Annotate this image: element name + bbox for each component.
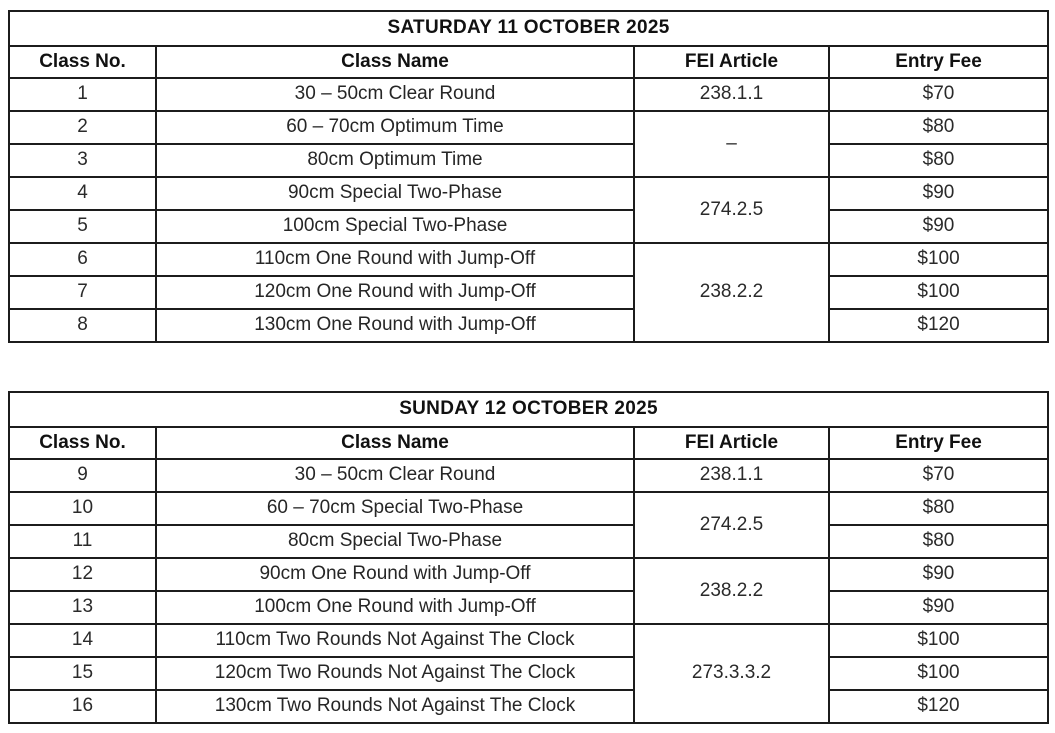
table-title: SUNDAY 12 OCTOBER 2025	[9, 392, 1048, 427]
fei-article-cell: 274.2.5	[634, 177, 829, 243]
entry-fee-cell: $70	[829, 459, 1048, 492]
class-name-cell: 110cm Two Rounds Not Against The Clock	[156, 624, 634, 657]
class-no-cell: 15	[9, 657, 156, 690]
class-no-cell: 16	[9, 690, 156, 723]
fei-article-header: FEI Article	[634, 427, 829, 459]
class-no-cell: 4	[9, 177, 156, 210]
class-no-cell: 7	[9, 276, 156, 309]
table-row	[9, 78, 1048, 111]
saturday-schedule-table	[8, 10, 1049, 343]
entry-fee-cell: $70	[829, 78, 1048, 111]
class-no-cell: 1	[9, 78, 156, 111]
class-name-cell: 120cm One Round with Jump-Off	[156, 276, 634, 309]
class-name-cell: 60 – 70cm Special Two-Phase	[156, 492, 634, 525]
class-name-cell: 130cm One Round with Jump-Off	[156, 309, 634, 342]
class-name-cell: 30 – 50cm Clear Round	[156, 78, 634, 111]
entry-fee-cell: $100	[829, 657, 1048, 690]
class-no-cell: 9	[9, 459, 156, 492]
entry-fee-cell: $90	[829, 177, 1048, 210]
table-header-row	[9, 427, 1048, 459]
table-row	[9, 690, 1048, 723]
fei-article-cell: –	[634, 111, 829, 177]
entry-fee-cell: $100	[829, 624, 1048, 657]
fei-article-cell: 238.2.2	[634, 243, 829, 342]
class-name-cell: 80cm Special Two-Phase	[156, 525, 634, 558]
table-row	[9, 492, 1048, 525]
class-name-header: Class Name	[156, 427, 634, 459]
entry-fee-header: Entry Fee	[829, 46, 1048, 78]
class-no-cell: 8	[9, 309, 156, 342]
table-row	[9, 525, 1048, 558]
class-no-cell: 2	[9, 111, 156, 144]
table-title-row	[9, 392, 1048, 427]
class-name-cell: 110cm One Round with Jump-Off	[156, 243, 634, 276]
entry-fee-cell: $80	[829, 492, 1048, 525]
entry-fee-cell: $120	[829, 690, 1048, 723]
sunday-schedule-table	[8, 391, 1049, 724]
class-name-cell: 90cm Special Two-Phase	[156, 177, 634, 210]
class-name-cell: 130cm Two Rounds Not Against The Clock	[156, 690, 634, 723]
fei-article-cell: 274.2.5	[634, 492, 829, 558]
table-header-row	[9, 46, 1048, 78]
class-no-cell: 10	[9, 492, 156, 525]
table-row	[9, 309, 1048, 342]
class-no-cell: 6	[9, 243, 156, 276]
table-row	[9, 558, 1048, 591]
table-row	[9, 624, 1048, 657]
table-row	[9, 276, 1048, 309]
table-row	[9, 459, 1048, 492]
class-no-cell: 14	[9, 624, 156, 657]
entry-fee-cell: $90	[829, 210, 1048, 243]
fei-article-cell: 238.1.1	[634, 459, 829, 492]
table-row	[9, 210, 1048, 243]
class-name-cell: 30 – 50cm Clear Round	[156, 459, 634, 492]
table-row	[9, 111, 1048, 144]
table-row	[9, 177, 1048, 210]
class-no-cell: 5	[9, 210, 156, 243]
entry-fee-cell: $120	[829, 309, 1048, 342]
entry-fee-header: Entry Fee	[829, 427, 1048, 459]
class-no-cell: 3	[9, 144, 156, 177]
class-name-cell: 100cm Special Two-Phase	[156, 210, 634, 243]
class-name-cell: 120cm Two Rounds Not Against The Clock	[156, 657, 634, 690]
entry-fee-cell: $80	[829, 111, 1048, 144]
fei-article-cell: 238.1.1	[634, 78, 829, 111]
fei-article-cell: 238.2.2	[634, 558, 829, 624]
table-row	[9, 144, 1048, 177]
entry-fee-cell: $80	[829, 144, 1048, 177]
entry-fee-cell: $90	[829, 558, 1048, 591]
class-name-cell: 60 – 70cm Optimum Time	[156, 111, 634, 144]
table-row	[9, 243, 1048, 276]
class-name-cell: 100cm One Round with Jump-Off	[156, 591, 634, 624]
class-name-header: Class Name	[156, 46, 634, 78]
fei-article-cell: 273.3.3.2	[634, 624, 829, 723]
entry-fee-cell: $90	[829, 591, 1048, 624]
class-no-header: Class No.	[9, 46, 156, 78]
class-name-cell: 80cm Optimum Time	[156, 144, 634, 177]
class-name-cell: 90cm One Round with Jump-Off	[156, 558, 634, 591]
entry-fee-cell: $100	[829, 276, 1048, 309]
fei-article-header: FEI Article	[634, 46, 829, 78]
table-title-row	[9, 11, 1048, 46]
table-row	[9, 591, 1048, 624]
entry-fee-cell: $80	[829, 525, 1048, 558]
class-no-header: Class No.	[9, 427, 156, 459]
class-no-cell: 11	[9, 525, 156, 558]
table-title: SATURDAY 11 OCTOBER 2025	[9, 11, 1048, 46]
class-no-cell: 12	[9, 558, 156, 591]
table-row	[9, 657, 1048, 690]
entry-fee-cell: $100	[829, 243, 1048, 276]
class-no-cell: 13	[9, 591, 156, 624]
